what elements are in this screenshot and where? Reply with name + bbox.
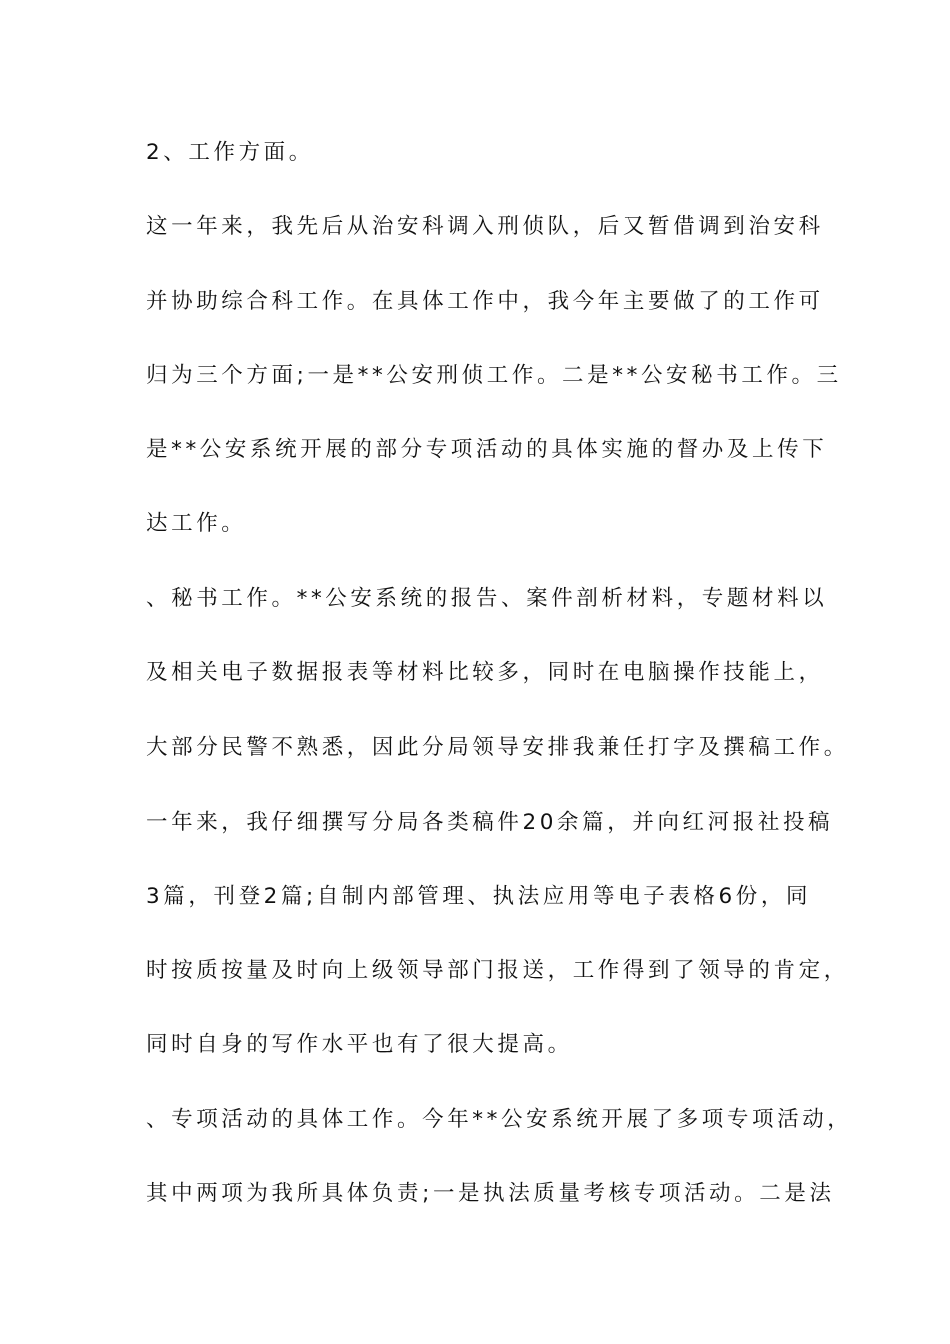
text-line: 大部分民警不熟悉，因此分局领导安排我兼任打字及撰稿工作。 [146, 735, 849, 760]
text-line: 及相关电子数据报表等材料比较多，同时在电脑操作技能上， [146, 660, 824, 685]
text-line: 3篇，刊登2篇;自制内部管理、执法应用等电子表格6份，同 [146, 884, 812, 909]
text-line: 并协助综合科工作。在具体工作中，我今年主要做了的工作可 [146, 289, 824, 314]
text-line: 、专项活动的具体工作。今年**公安系统开展了多项专项活动， [146, 1107, 853, 1132]
text-line: 时按质按量及时向上级领导部门报送，工作得到了领导的肯定， [146, 958, 849, 983]
text-line: 这一年来，我先后从治安科调入刑侦队，后又暂借调到治安科 [146, 214, 824, 239]
text-line: 同时自身的写作水平也有了很大提高。 [146, 1032, 573, 1057]
text-line: 一年来，我仔细撰写分局各类稿件20余篇，并向红河报社投稿 [146, 810, 834, 835]
text-line: 2、工作方面。 [146, 140, 314, 165]
text-line: 、秘书工作。**公安系统的报告、案件剖析材料，专题材料以 [146, 586, 828, 611]
text-line: 是**公安系统开展的部分专项活动的具体实施的督办及上传下 [146, 437, 828, 462]
text-line: 归为三个方面;一是**公安刑侦工作。二是**公安秘书工作。三 [146, 363, 842, 388]
text-line: 其中两项为我所具体负责;一是执法质量考核专项活动。二是法 [146, 1181, 835, 1206]
text-line: 达工作。 [146, 511, 247, 536]
